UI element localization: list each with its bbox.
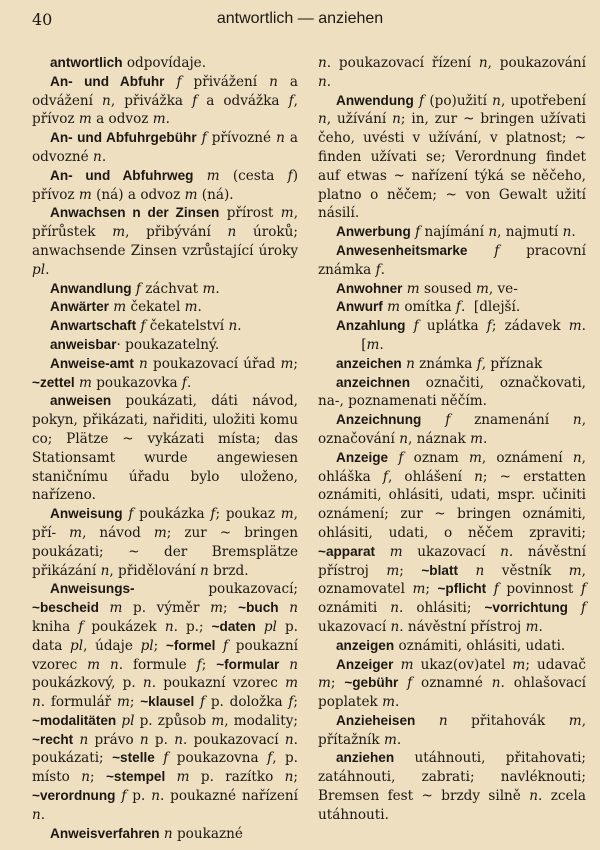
dictionary-entry: Anweisung f poukázka f; poukaz m, pří- m, návod m; zur ~ bringen poukázati; ~ der Bremsplätze přikázání n, přidělování n brzd.: [32, 506, 299, 579]
headword: ~bescheid: [32, 600, 99, 616]
headword: An- und Abfuhr: [50, 73, 165, 89]
dictionary-entry: Anwandlung f záchvat m.: [50, 280, 220, 297]
headword: ~pflicht: [437, 581, 487, 597]
headword: ~blatt: [421, 562, 458, 578]
headword: ~vorrichtung: [484, 600, 568, 616]
headword: Anwohner: [336, 280, 403, 296]
dictionary-entry: anweisen poukázati, dáti návod, pokyn, přikázati, nařiditi, uložiti komu co; Plätze ~ vykázati místa; das Stationsamt wurde angewiesen staničnímu úřadu bylo uloženo, nařízeno.: [32, 393, 298, 504]
dictionary-entry: Anwendung f (po)užití n, upotřebení n, užívání n; in, zur ~ bringen užívati čeho, uvésti v užívání, v platnost; ~ finden užívati se; Verordnung findet auf etwas ~ nařízení týká se něčeho, platno o něčem; ~ von Gewalt užití násilí.: [318, 92, 587, 222]
headword: Anzeiger: [336, 656, 394, 672]
dictionary-entry: Anzeige f oznam m, oznámení n, ohláška f, ohlášení n; ~ erstatten oznámiti, ohlásiti, udati, mspr. učiniti oznámení; zur ~ bringen oznámiti, ohlásiti, udati, o něčem zpraviti; ~apparat m ukazovací n. návěstní přístroj m; ~blatt n věstník m, oznamovatel m; ~pflicht f povinnost f oznámiti n. ohlásiti; ~vorrichtung f ukazovací n. návěstní přístroj m.: [318, 449, 586, 635]
headword: Anwartschaft: [50, 318, 137, 334]
dictionary-entry: Anwärter m čekatel m.: [50, 299, 202, 316]
headword: anweisbar: [50, 336, 117, 352]
dictionary-entry: Anzahlung f uplátka f; zádavek m. [m.: [318, 318, 586, 353]
headword: ~modalitäten: [32, 712, 117, 728]
running-head: antwortlich — anziehen: [216, 10, 384, 27]
headword: Anwachsen n der Zinsen: [50, 205, 220, 221]
headword: anziehen: [336, 750, 395, 766]
headword: ~formular: [216, 656, 280, 672]
headword: ~formel: [165, 637, 216, 653]
dictionary-entry: Anzieheisen n přitahovák m, přítažník m.: [318, 712, 587, 748]
headword: Anwurf: [336, 299, 383, 315]
headword: Anzieheisen: [336, 712, 416, 728]
headword: Anzeichnung: [336, 412, 422, 428]
right-column: [318, 54, 586, 825]
headword: Anzahlung: [336, 318, 406, 334]
dictionary-entry: Anzeiger m ukaz(ov)atel m; udavač m; ~gebühr f oznamné n. ohlašovací poplatek m.: [318, 656, 586, 711]
headword: ~recht: [32, 731, 74, 747]
dictionary-entry: Anweise-amt n poukazovací úřad m; ~zettel m poukazovka f.: [32, 355, 298, 391]
headword: An- und Abfuhrgebühr: [50, 130, 197, 146]
dictionary-entry: An- und Abfuhrweg m (cesta f) přívoz m (ná) a odvoz m (ná).: [32, 167, 298, 203]
dictionary-entry: antwortlich odpovídaje.: [50, 55, 207, 71]
dictionary-entry: Anwerbung f najímání n, najmutí n.: [336, 224, 576, 241]
dictionary-entry: Anwartschaft f čekatelství n.: [50, 318, 242, 335]
page-number: 40: [32, 10, 53, 29]
headword: Anwerbung: [336, 224, 411, 240]
dictionary-entry: anweisbar· poukazatelný.: [50, 336, 220, 353]
headword: Anweisverfahren: [50, 825, 160, 841]
headword: ~verordnung: [32, 788, 116, 804]
headword: ~apparat: [318, 543, 376, 559]
headword: ~klausel: [140, 694, 195, 710]
headword: ~zettel: [32, 374, 75, 390]
headword: Anweisungs-: [50, 581, 135, 597]
headword: ~gebühr: [344, 675, 399, 691]
headword: Anweise-amt: [50, 355, 134, 371]
dictionary-entry: An- und Abfuhr f přivážení n a odvážení n, přivážka f a odvážka f, přívoz m a odvoz m.: [32, 73, 298, 128]
headword: ~daten: [211, 618, 256, 634]
headword: anzeigen: [336, 637, 395, 653]
headword: Anweisung: [50, 506, 123, 522]
dictionary-entry: anzeichen n známka f, příznak: [336, 355, 543, 372]
headword: anzeichen: [336, 355, 402, 371]
headword: Anzeige: [336, 449, 389, 465]
headword: An- und Abfuhrweg: [50, 167, 194, 183]
dictionary-entry: n. poukazovací řízení n, poukazování n.: [318, 55, 587, 90]
dictionary-entry: Anwachsen n der Zinsen přírost m, přírůstek m, přibývání n úroků; anwachsende Zinsen vzrůstající úroky pl.: [32, 205, 299, 278]
headword: Anwärter: [50, 299, 109, 315]
dictionary-entry: Anweisungs- poukazovací; ~bescheid m p. výměr m; ~buch n kniha f poukázek n. p.; ~daten pl p. data pl, údaje pl; ~formel f poukazní vzorec m n. formule f; ~formular n poukázkový, p. n. poukazní vzorec m n. formulář m; ~klausel f p. doložka f; ~modalitäten pl p. způsob m, modality; ~recht n právo n p. n. poukazovací n. poukázati; ~stelle f poukazovna f, p. místo n; ~stempel m p. razítko n; ~verordnung f p. n. poukazné nařízení n.: [32, 581, 299, 823]
headword: anweisen: [50, 393, 112, 409]
page-header: [0, 10, 600, 36]
dictionary-entry: Anweisverfahren n poukazné: [50, 825, 243, 842]
headword: ~stempel: [105, 769, 166, 785]
left-column: [32, 54, 298, 843]
headword: ~buch: [238, 600, 279, 616]
dictionary-entry: An- und Abfuhrgebühr f přívozné n a odvozné n.: [32, 130, 299, 165]
dictionary-entry: Anwohner m soused m, ve-: [336, 280, 518, 297]
dictionary-entry: anzeigen oznámiti, ohlásiti, udati.: [336, 637, 566, 654]
dictionary-entry: Anwurf m omítka f. [dlejší.: [336, 299, 521, 316]
dictionary-entry: Anwesenheitsmarke f pracovní známka f.: [318, 242, 586, 278]
headword: ~stelle: [112, 750, 155, 766]
headword: Anwandlung: [50, 280, 132, 296]
headword: Anwendung: [336, 92, 414, 108]
dictionary-entry: Anzeichnung f znamenání n, označování n, náznak m.: [318, 412, 587, 447]
dictionary-entry: anziehen utáhnouti, přitahovati; zatáhnouti, zabrati; navléknouti; Bremsen fest ~ brzdy silně n. zcela utáhnouti.: [318, 750, 586, 823]
headword: antwortlich: [50, 55, 123, 70]
headword: anzeichnen: [336, 374, 411, 390]
headword: Anwesenheitsmarke: [336, 242, 468, 258]
dictionary-entry: anzeichnen označiti, označkovati, na-, poznamenati něčím.: [318, 374, 586, 410]
